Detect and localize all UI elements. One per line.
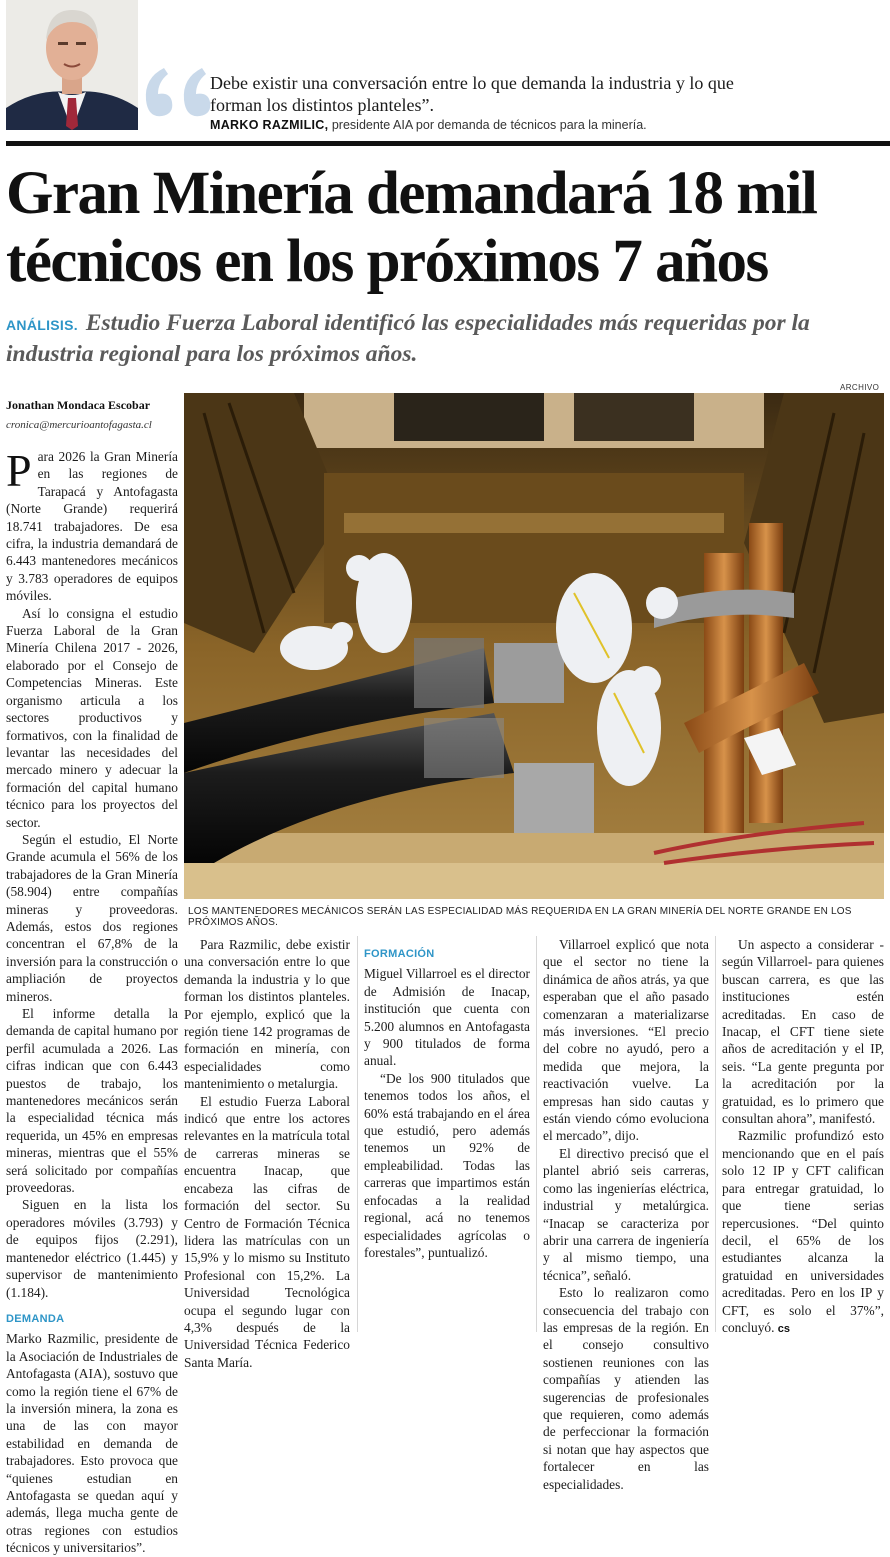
article-paragraph: “De los 900 titulados que tenemos todos los años, el 60% está trabajando en el área que estudió, pero además tenemos un 92% de empleabilidad. Todas las carreras que impartimos están enfocadas a la realidad regional, acá no tenemos especialidades agrícolas o forestales”, puntualizó. — [364, 1070, 530, 1260]
drop-cap: P — [6, 445, 32, 496]
article-paragraph: El informe detalla la demanda de capital humano por perfil acumulada a 2026. Las cifras indican que con 6.443 puestos de trabajo, los mantenedores mecánicos serán la especialidad técnica más requerida, un 45% en empresas mineras, mientras que el 55% será solicitado por compañías proveedoras. — [6, 1006, 178, 1196]
column-divider — [536, 936, 537, 1332]
column-divider — [357, 936, 358, 1332]
article-paragraph: Según el estudio, El Norte Grande acumula el 56% de los trabajadores de la Gran Minería (58.904) entre compañías mineras y proveedoras. Además, estos dos regiones concentran el 67,8% de la inversión para la construcción o ampliación de proyectos mineros. — [6, 831, 178, 1004]
pull-quote-author: MARKO RAZMILIC, — [210, 118, 329, 132]
article-paragraph — [6, 445, 178, 605]
section-divider — [6, 141, 890, 146]
article-paragraph: El estudio Fuerza Laboral indicó que entre los actores relevantes en la matrícula total de carreras mineras se encuentra Inacap, que encabeza las cifras de formación del sector. Su Centro de Formación Técnica lidera las matrículas con un 15,9% y lo mismo su Instituto Profesional con 15,2%. La Universidad Tecnológica ocupa el segundo lugar con 4,3% después de la Universidad Técnica Federico Santa María. — [184, 1093, 350, 1370]
article-paragraph: Villarroel explicó que nota que el sector no tiene la dinámica de años atrás, ya que esperaban que el año pasado comenzaran a materializarse más inversiones. “El precio del cobre no ayudó, pero a medida que mejora, la reactivación vuelve. La empresas han sido cautas y están viendo cómo evoluciona el mercado”, dijo. — [543, 937, 709, 1144]
article-column-1 — [6, 445, 178, 1556]
section-heading-formacion: FORMACIÓN — [364, 948, 435, 960]
article-column-3 — [364, 936, 530, 1336]
paragraph-text: Razmilic profundizó esto mencionando que en el país solo 12 IP y CFT califican para entregar gratuidad, lo que tiene serias repercusiones. “Del quinto decil, el 65% de los estudiantes alcanza la gratuidad en universidades acreditadas. Pero en los IP y CFT, es solo el 37%”, concluyó. — [722, 1128, 884, 1335]
article-paragraph: Marko Razmilic, presidente de la Asociación de Industriales de Antofagasta (AIA), sostuvo que como la región tiene el 67% de la inversión minera, la zona es una de las con mayor estabilidad en demanda de trabajadores. Esto provoca que “quienes estudian en Antofagasta se quedan aquí y además, llega mucha gente de otras regiones con estudios técnicos y universitarios”. — [6, 1331, 178, 1556]
photo-caption: LOS MANTENEDORES MECÁNICOS SERÁN LAS ESPECIALIDAD MÁS REQUERIDA EN LA GRAN MINERÍA DEL NORTE GRANDE EN LOS PRÓXIMOS AÑOS. — [188, 906, 852, 928]
end-mark: cs — [777, 1322, 791, 1335]
article-paragraph: Esto lo realizaron como consecuencia del trabajo con las empresas de la región. En el consejo consultivo sostienen reuniones con las compañías y atienden las sugerencias de profesionales que requieren, como además de perfeccionar la formación si notan que hay aspectos que fortalecer en las especialidades. — [543, 1285, 709, 1492]
article-deck — [6, 309, 886, 369]
column-divider — [715, 936, 716, 1332]
byline-author: Jonathan Mondaca Escobar — [6, 398, 151, 412]
byline-email: cronica@mercurioantofagasta.cl — [6, 419, 152, 431]
deck-kicker: ANÁLISIS. — [6, 317, 78, 333]
article-paragraph: Para Razmilic, debe existir una conversación entre lo que demanda la industria y lo que forman los distintos planteles. Por ejemplo, explicó que la región tiene 142 programas de formación en minería, con especialidades como mantenimiento o metalurgia. — [184, 937, 350, 1092]
article-paragraph: Miguel Villarroel es el director de Admisión de Inacap, institución que cuenta con 5.200 alumnos en Antofagasta y 900 titulados de forma anual. — [364, 966, 530, 1069]
article-headline: Gran Minería demandará 18 mil técnicos en los próximos 7 años — [6, 160, 817, 295]
pull-quote-author-role: presidente AIA por demanda de técnicos para la minería. — [328, 118, 647, 132]
photo-credit: ARCHIVO — [840, 383, 880, 392]
article-paragraph: El directivo precisó que el plantel abrió seis carreras, como las ingenierías eléctrica, industrial y metalúrgica. “Inacap se caracteriza por abrir una carrera de ingeniería y al mismo tiempo, una técnica”, señaló. — [543, 1145, 709, 1283]
article-photo — [184, 393, 884, 899]
article-paragraph — [722, 1127, 884, 1338]
article-column-4 — [543, 936, 709, 1492]
author-portrait — [6, 0, 138, 130]
article-paragraph: Un aspecto a considerar -según Villarroel- para quienes buscan carrera, es que las instituciones estén acreditadas. En caso de Inacap, el CFT tiene siete años de acreditación y el IP, seis. “La gente pregunta por la acreditación por la gratuidad, es lo primero que consultan ahora”, manifestó. — [722, 937, 884, 1127]
deck-text: Estudio Fuerza Laboral identificó las especialidades más requeridas por la industria regional para los próximos años. — [6, 310, 810, 367]
paragraph-text: ara 2026 la Gran Minería en las regiones de Tarapacá y Antofagasta (Norte Grande) requerirá 18.741 trabajadores. De esa cifra, la industria demandará de 6.443 mantenedores mecánicos y 3.783 operadores de equipos móviles. — [6, 449, 178, 604]
section-heading-demanda: DEMANDA — [6, 1312, 65, 1325]
article-paragraph: Así lo consigna el estudio Fuerza Laboral de la Gran Minería Chilena 2017 - 2026, elaborado por el Consejo de Competencias Mineras. Este organismo articula a los sectores productivos y formativos, con la finalidad de levantar las necesidades del mercado minero y adecuar la formación del capital humano técnico para los proyectos del sector. — [6, 605, 178, 830]
article-column-2 — [184, 936, 350, 1370]
pull-quote-text: Debe existir una conversación entre lo que demanda la industria y lo que forman los distintos planteles”. — [210, 73, 734, 115]
article-column-5 — [722, 936, 884, 1336]
article-paragraph: Siguen en la lista los operadores móviles (3.793) y de equipos fijos (2.291), mantenedor eléctrico (1.445) y supervisor de mantenimiento (1.184). — [6, 1197, 178, 1300]
pull-quote-attribution — [210, 118, 810, 132]
byline — [6, 398, 178, 431]
quote-mark-icon — [134, 48, 214, 128]
